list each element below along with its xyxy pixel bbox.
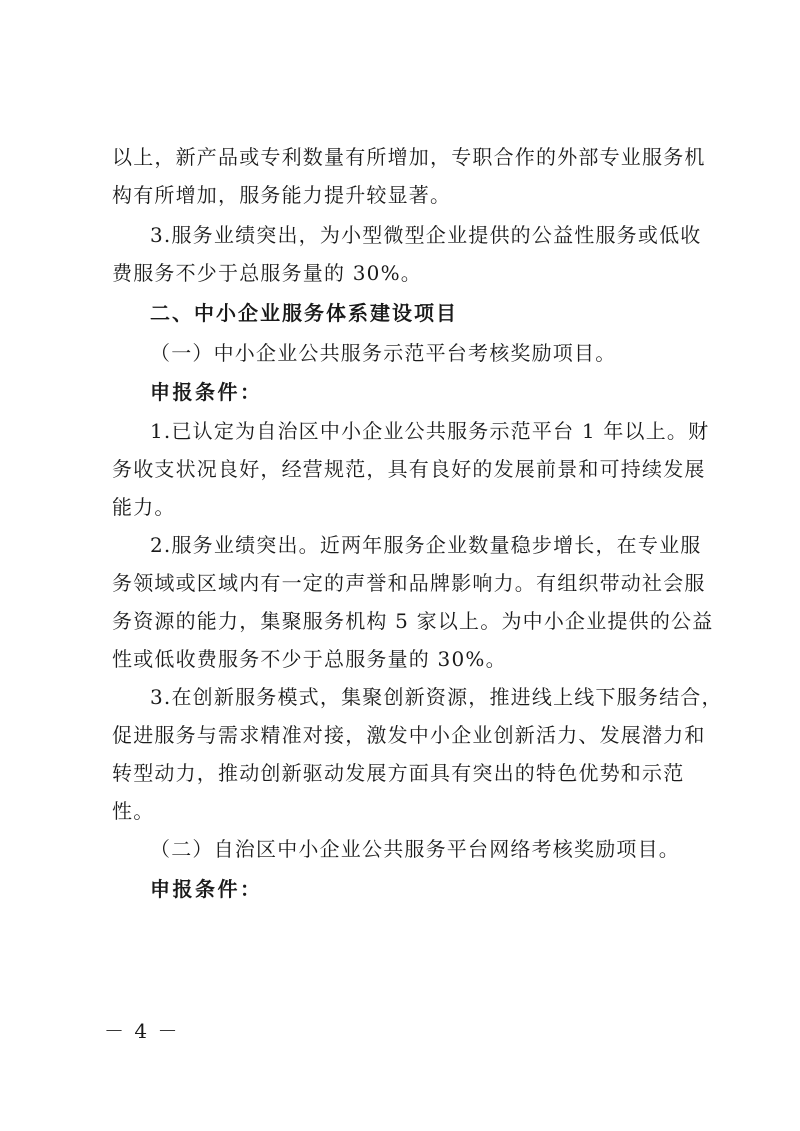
page-number: － 4 － (104, 1019, 180, 1043)
condition-line: 能力。 (112, 495, 176, 519)
paragraph-line: 3.服务业绩突出，为小型微型企业提供的公益性服务或低收 (150, 223, 702, 247)
paragraph-line: 构有所增加，服务能力提升较显著。 (112, 183, 452, 207)
paragraph-line: 以上，新产品或专利数量有所增加，专职合作的外部专业服务机 (112, 145, 706, 169)
condition-line: 2.服务业绩突出。近两年服务企业数量稳步增长，在专业服 (150, 533, 702, 557)
condition-line: 务领域或区域内有一定的声誉和品牌影响力。有组织带动社会服 (112, 571, 706, 595)
condition-line: 3.在创新服务模式，集聚创新资源，推进线上线下服务结合， (150, 685, 723, 709)
apply-conditions-label: 申报条件： (150, 877, 263, 901)
condition-line: 务资源的能力，集聚服务机构 5 家以上。为中小企业提供的公益 (112, 609, 714, 633)
apply-conditions-label: 申报条件： (150, 380, 263, 404)
condition-line: 务收支状况良好，经营规范，具有良好的发展前景和可持续发展 (112, 457, 706, 481)
paragraph-line: 费服务不少于总服务量的 30%。 (112, 261, 423, 285)
subsection-title: （二）自治区中小企业公共服务平台网络考核奖励项目。 (150, 837, 680, 861)
subsection-title: （一）中小企业公共服务示范平台考核奖励项目。 (150, 341, 617, 365)
condition-line: 性。 (112, 799, 155, 823)
condition-line: 性或低收费服务不少于总服务量的 30%。 (112, 647, 507, 671)
condition-line: 1.已认定为自治区中小企业公共服务示范平台 1 年以上。财 (150, 419, 710, 443)
condition-line: 转型动力，推动创新驱动发展方面具有突出的特色优势和示范 (112, 761, 685, 785)
section-heading: 二、中小企业服务体系建设项目 (150, 301, 458, 325)
condition-line: 促进服务与需求精准对接，激发中小企业创新活力、发展潜力和 (112, 723, 706, 747)
